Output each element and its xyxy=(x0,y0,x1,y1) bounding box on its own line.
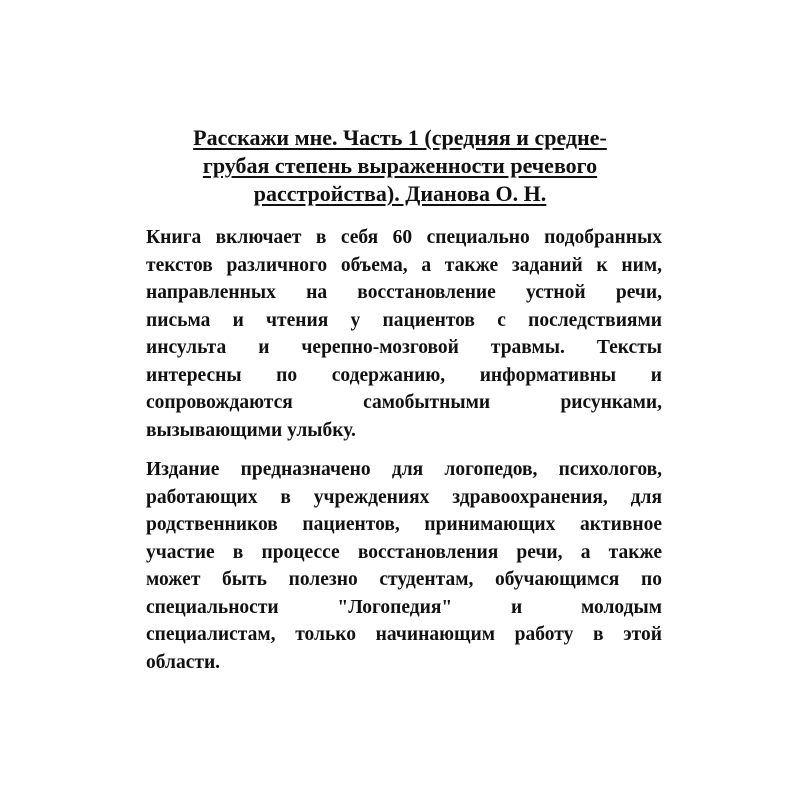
paragraph-line: работающих в учреждениях здравоохранения, для xyxy=(146,486,662,508)
paragraph-line: Книга включает в себя 60 специально подобранных xyxy=(146,227,662,248)
paragraph-line: специальности "Логопедия" и молодым xyxy=(146,596,662,618)
paragraph-line: интересны по содержанию, информативны и xyxy=(146,364,662,386)
paragraph-line: текстов различного объема, а также заданий к ним, xyxy=(146,254,662,276)
document-title xyxy=(160,124,640,208)
paragraph-line: специалистам, только начинающим работу в этой xyxy=(146,624,662,645)
paragraph-line: инсульта и черепно-мозговой травмы. Тексты xyxy=(146,337,662,358)
description-paragraph xyxy=(146,224,662,444)
title-line: расстройства). Дианова О. Н. xyxy=(253,181,547,206)
paragraph-line: родственников пациентов, принимающих активное xyxy=(146,514,662,535)
paragraph-line: сопровождаются самобытными рисунками, xyxy=(146,392,662,413)
paragraph-line: письма и чтения у пациентов с последствиями xyxy=(146,309,662,331)
paragraph-line: может быть полезно студентам, обучающимся по xyxy=(146,569,662,590)
title-line: Расскажи мне. Часть 1 (средняя и средне- xyxy=(193,125,607,150)
paragraph-line: участие в процессе восстановления речи, а также xyxy=(146,541,662,563)
paragraph-line: вызывающими улыбку. xyxy=(146,419,356,441)
paragraph-line: Издание предназначено для логопедов, психологов, xyxy=(146,459,662,480)
audience-paragraph xyxy=(146,456,662,676)
title-line: грубая степень выраженности речевого xyxy=(202,153,598,178)
paragraph-line: области. xyxy=(146,651,221,673)
paragraph-line: направленных на восстановление устной речи, xyxy=(146,282,662,303)
